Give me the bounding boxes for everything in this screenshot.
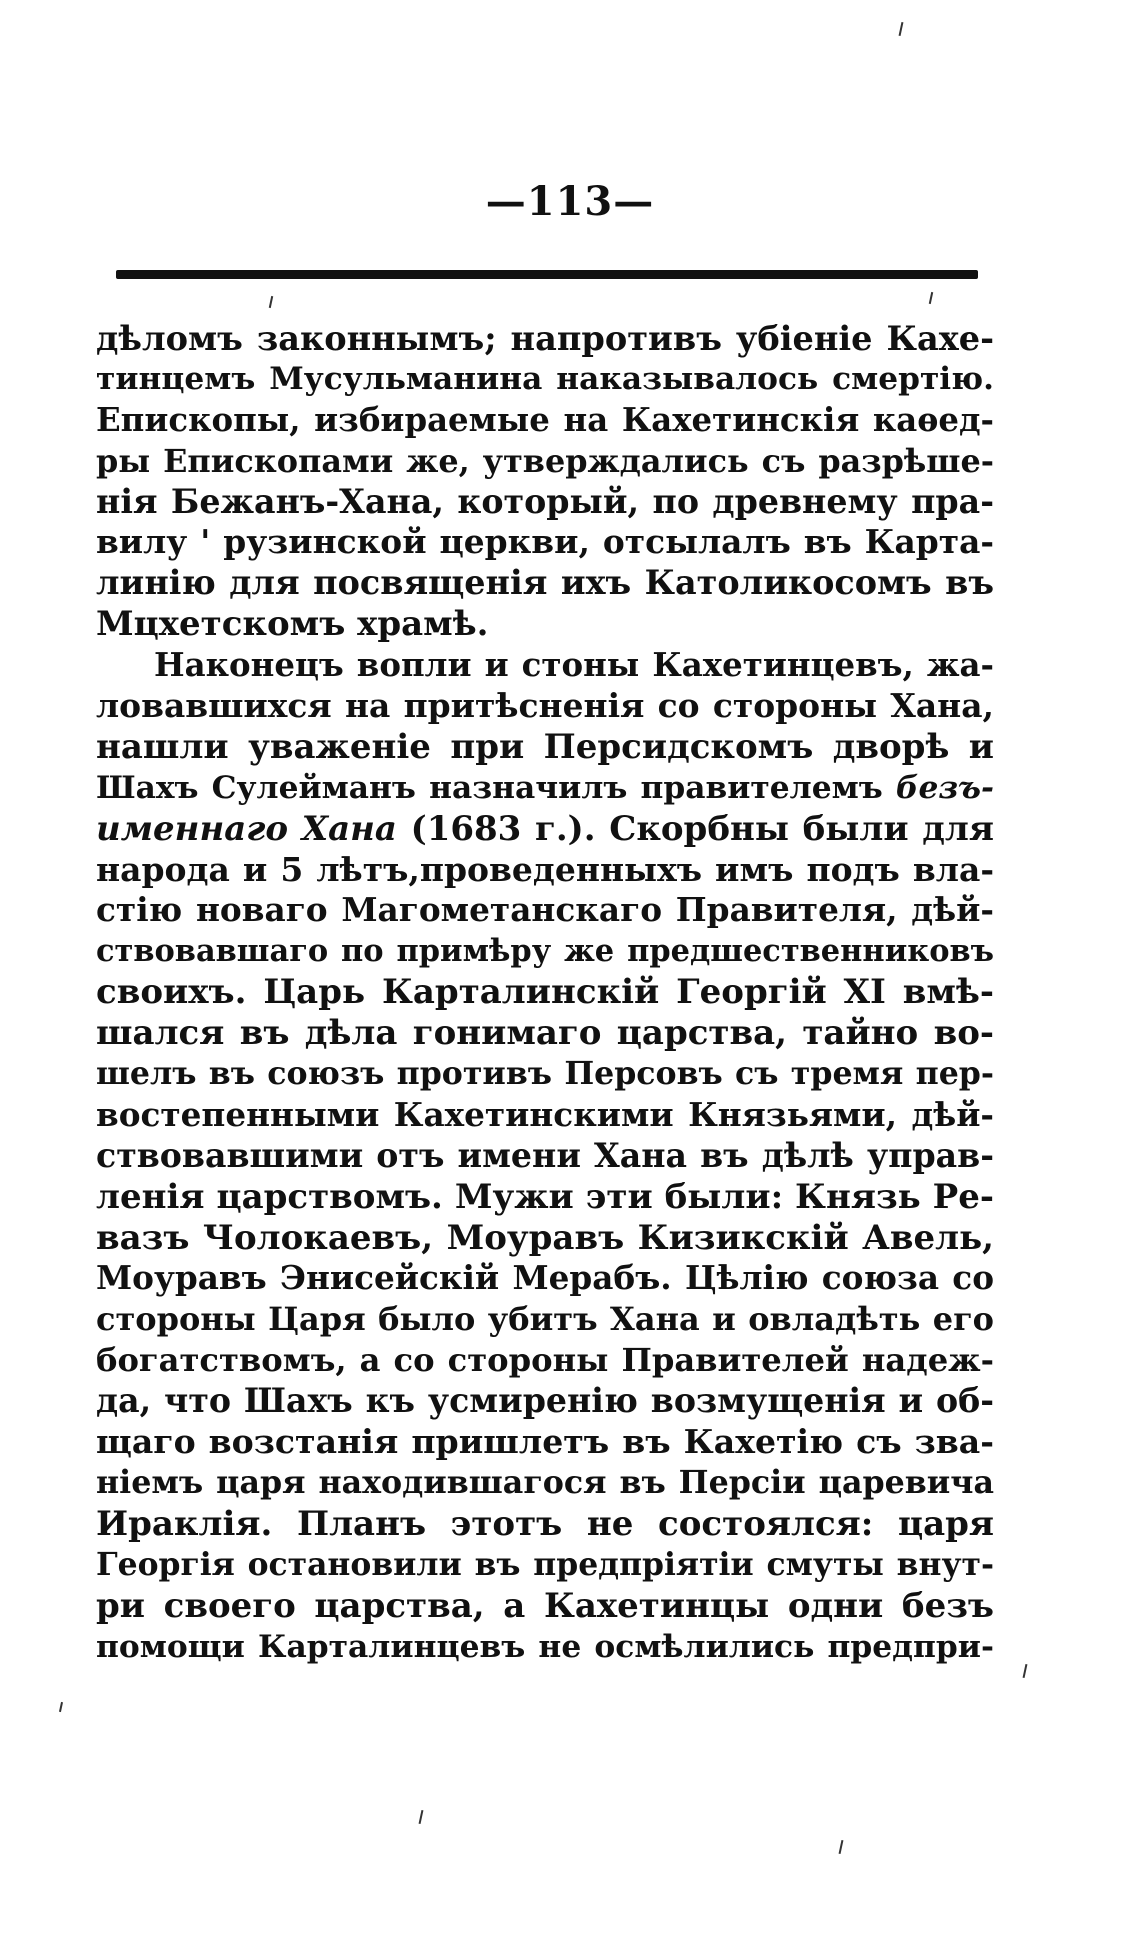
text-line: богатствомъ, а со стороны Правителей надеж- [96,1341,994,1380]
text-line: Шахъ Сулейманъ назначилъ правителемъ безъ- [96,769,994,806]
text-line: Наконецъ вопли и стоны Кахетинцевъ, жа- [154,646,994,685]
text-line: нія Бежанъ-Хана, который, по древнему пра- [96,481,994,521]
scan-speck [59,1702,63,1712]
text-line: именнаго Хана (1683 г.). Скорбны были для [96,808,994,849]
scan-speck [929,292,933,304]
text-line: вазъ Чолокаевъ, Моуравъ Кизикскій Авель, [96,1217,994,1258]
text-line: Ираклія. Планъ этотъ не состоялся: царя [96,1503,994,1544]
scan-speck [899,22,904,36]
text-line: щаго возстанія пришлетъ въ Кахетію съ зва- [96,1422,994,1462]
text-line: ловавшихся на притѣсненія со стороны Хана, [96,686,994,726]
text-line: Мцхетскомъ храмѣ. [96,604,489,645]
text-line: шелъ въ союзъ противъ Персовъ съ тремя пер- [96,1055,994,1093]
text-line: своихъ. Царь Карталинскій Георгій XI вмѣ- [96,972,994,1013]
text-line: Георгія остановили въ предпріятіи смуты внут- [96,1546,994,1583]
text-line: Моуравъ Энисейскій Мерабъ. Цѣлію союза со [96,1258,994,1298]
text-line: тинцемъ Мусульманина наказывалось смертію. [96,360,994,397]
text-line: помощи Карталинцевъ не осмѣлились предпри- [96,1628,994,1665]
page-number: —113— [485,178,655,225]
text-line: ры Епископами же, утверждались съ разрѣше- [96,441,994,480]
text-line: Епископы, избираемые на Кахетинскія каѳед- [96,400,994,439]
text-line: линію для посвященія ихъ Католикосомъ въ [96,563,994,603]
header-rule [116,270,978,279]
text-line: народа и 5 лѣтъ,проведенныхъ имъ подъ вла- [96,849,994,889]
text-line: ствовавшими отъ имени Хана въ дѣлѣ управ- [96,1135,994,1175]
text-line: ніемъ царя находившагося въ Персіи царевича [96,1463,994,1501]
text-line: ри своего царства, а Кахетинцы одни безъ [96,1585,994,1626]
text-line: стію новаго Магометанскаго Правителя, дѣй- [96,890,994,930]
text-line: шался въ дѣла гонимаго царства, тайно во- [96,1013,994,1054]
text-line: ленія царствомъ. Мужи эти были: Князь Ре- [96,1176,994,1217]
scan-speck [839,1840,844,1854]
text-line: вилу ' рузинской церкви, отсылалъ въ Карта- [96,522,994,562]
text-line: дѣломъ законнымъ; напротивъ убіеніе Кахе- [96,318,994,358]
text-line: востепенными Кахетинскими Князьями, дѣй- [96,1094,994,1134]
text-line: ствовавшаго по примѣру же предшественниковъ [96,933,994,970]
text-line: стороны Царя было убитъ Хана и овладѣть его [96,1300,994,1339]
scan-speck [1023,1664,1028,1678]
text-line: да, что Шахъ къ усмиренію возмущенія и об- [96,1381,994,1421]
text-line: нашли уваженіе при Персидскомъ дворѣ и [96,726,994,767]
scan-speck [419,1810,424,1824]
body-text [96,318,994,1667]
scan-speck [269,296,273,308]
